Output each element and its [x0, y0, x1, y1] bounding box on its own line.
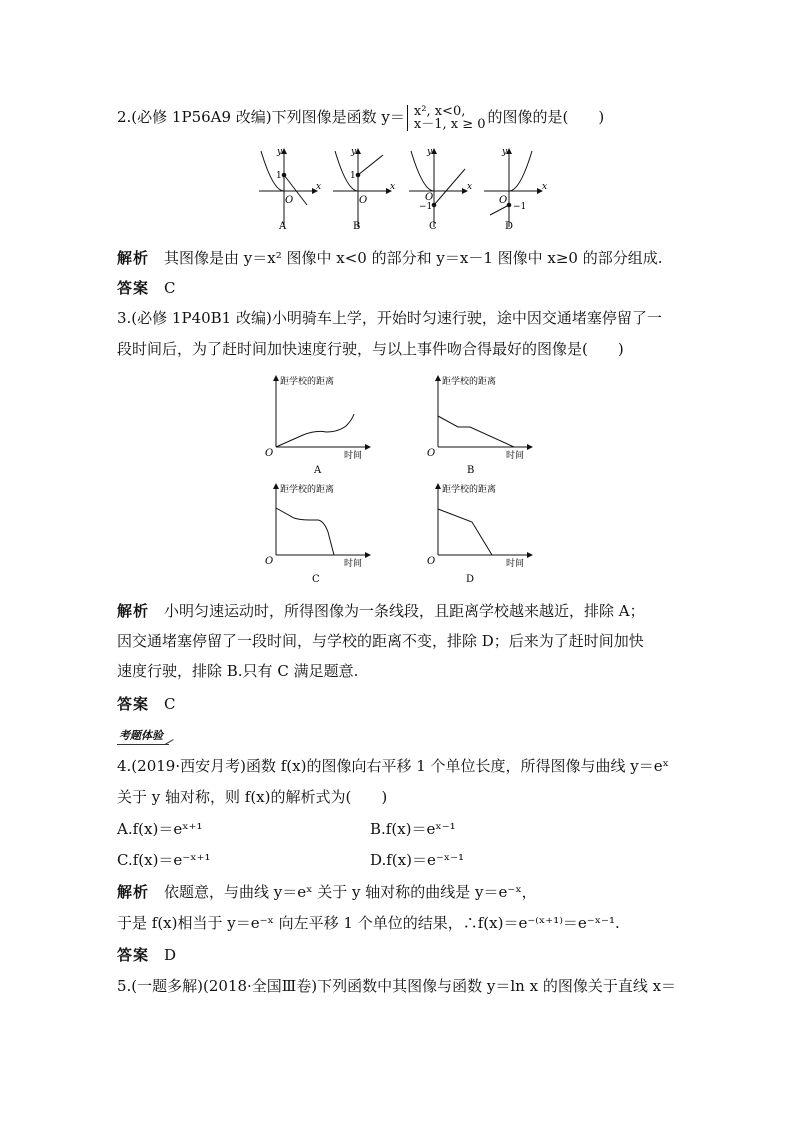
q4-option-a: A.f(x)＝eˣ⁺¹ [117, 820, 203, 838]
q2-analysis [117, 247, 663, 269]
q5-line-1: 5.(一题多解)(2018·全国Ⅲ卷)下列函数中其图像与函数 y＝ln x 的图像关于直线 x＝ [117, 977, 677, 995]
q3-line-2: 段时间后，为了赶时间加快速度行驶，与以上事件吻合得最好的图像是( ) [117, 340, 624, 358]
q3-answer-value: C [164, 695, 176, 713]
q2-d-origin: O [499, 195, 508, 206]
q2-graph-d [484, 149, 542, 227]
q2-graph-b [333, 149, 391, 227]
q2-c-origin: O [425, 192, 434, 203]
q2-b-label: B [353, 221, 361, 232]
q3-c-xlabel: 时间 [344, 559, 363, 569]
q3-line-1: 3.(必修 1P40B1 改编)小明骑车上学，开始时匀速行驶，途中因交通堵塞停留了一 [117, 309, 662, 327]
q2-d-x: x [542, 182, 548, 192]
q2-b-x: x [390, 182, 396, 192]
q2-b-y: y [351, 147, 357, 157]
q3-analysis-label: 解析 [117, 602, 150, 620]
q3-a-xlabel: 时间 [344, 451, 363, 461]
q2-c-x: x [467, 182, 473, 192]
q4-answer-value: D [164, 946, 177, 964]
q3-figures [258, 372, 538, 587]
q4-analysis-label: 解析 [117, 883, 150, 901]
q2-answer [117, 277, 176, 299]
q2-piecewise [407, 105, 486, 131]
q2-d-neg1: −1 [513, 202, 527, 212]
q4-answer-label: 答案 [117, 946, 150, 964]
q3-a-label: A [314, 465, 322, 476]
q2-suffix: 的图像的是( ) [487, 108, 605, 126]
q3-c-label: C [312, 574, 320, 585]
q4-stem-1 [117, 755, 669, 777]
q2-b-one: 1 [350, 171, 356, 181]
q3-analysis-3 [117, 660, 358, 682]
q2-graph-c [409, 149, 467, 227]
q3-answer [117, 693, 176, 715]
q3-a-ylabel: 距学校的距离 [280, 377, 335, 387]
q4-option-c: C.f(x)＝e⁻ˣ⁺¹ [117, 851, 211, 869]
q3-d-xlabel: 时间 [506, 559, 525, 569]
q4-line-1: 4.(2019·西安月考)函数 f(x)的图像向右平移 1 个单位长度，所得图像与曲线 y＝eˣ [117, 757, 669, 775]
q3-b-ylabel: 距学校的距离 [442, 377, 497, 387]
q2-d-label: D [505, 221, 514, 232]
q2-b-origin: O [359, 195, 368, 206]
q2-piece-2: x－1, x ≥ 0 [413, 117, 486, 132]
q4-analysis-2 [117, 912, 620, 934]
q4-answer [117, 944, 176, 966]
q3-answer-label: 答案 [117, 695, 150, 713]
q2-a-origin: O [285, 195, 294, 206]
q2-prefix: 2.(必修 1P56A9 改编)下列图像是函数 y＝ [117, 108, 405, 126]
q4-option-d: D.f(x)＝e⁻ˣ⁻¹ [370, 851, 465, 869]
q3-b-origin: O [427, 448, 436, 459]
q3-stem-1 [117, 307, 662, 329]
q5-stem-1 [117, 975, 676, 997]
q3-analysis-text-3: 速度行驶，排除 B.只有 C 满足题意. [117, 662, 359, 680]
q3-c-ylabel: 距学校的距离 [280, 485, 335, 495]
q4-line-2: 关于 y 轴对称，则 f(x)的解析式为( ) [117, 788, 388, 806]
q2-c-neg1: −1 [419, 202, 433, 212]
q3-stem-2 [117, 338, 624, 360]
q2-c-label: C [429, 221, 437, 232]
q3-c-origin: O [265, 556, 274, 567]
q3-d-ylabel: 距学校的距离 [442, 485, 497, 495]
q3-analysis-2 [117, 630, 644, 652]
q3-analysis-text-1: 小明匀速运动时，所得图像为一条线段，且距离学校越来越近，排除 A； [164, 602, 645, 620]
q2-a-x: x [316, 182, 322, 192]
q3-b-label: B [467, 465, 475, 476]
q2-answer-value: C [164, 279, 176, 297]
q2-a-y: y [277, 147, 283, 157]
q3-d-label: D [466, 574, 475, 585]
q2-a-label: A [279, 221, 287, 232]
q4-stem-2 [117, 786, 387, 808]
q2-stem [117, 105, 604, 131]
q4-analysis-text-1: 依题意，与曲线 y＝eˣ 关于 y 轴对称的曲线是 y＝e⁻ˣ， [164, 883, 537, 901]
q4-analysis-text-2: 于是 f(x)相当于 y＝e⁻ˣ 向左平移 1 个单位的结果，∴f(x)＝e⁻⁽ˣ⁺¹⁾＝e⁻ˣ⁻¹. [117, 914, 620, 932]
q2-d-y: y [502, 147, 508, 157]
q2-analysis-text: 其图像是由 y＝x² 图像中 x<0 的部分和 y＝x－1 图像中 x≥0 的部分组成. [164, 249, 663, 267]
q3-d-origin: O [427, 556, 436, 567]
q3-a-origin: O [265, 448, 274, 459]
q2-a-one: 1 [276, 171, 282, 181]
q2-graph-a [259, 149, 317, 227]
q4-option-b: B.f(x)＝eˣ⁻¹ [370, 820, 456, 838]
q2-answer-label: 答案 [117, 279, 150, 297]
q3-b-xlabel: 时间 [506, 451, 525, 461]
q3-analysis-text-2: 因交通堵塞停留了一段时间，与学校的距离不变，排除 D；后来为了赶时间加快 [117, 632, 644, 650]
q4-analysis-1 [117, 881, 537, 903]
q2-analysis-label: 解析 [117, 249, 150, 267]
q3-analysis-1 [117, 600, 645, 622]
q2-figures [255, 147, 555, 235]
section-tag: 考题体验 [117, 727, 169, 745]
q2-c-y: y [427, 147, 433, 157]
q2-piece-1: x², x<0, [413, 104, 466, 119]
